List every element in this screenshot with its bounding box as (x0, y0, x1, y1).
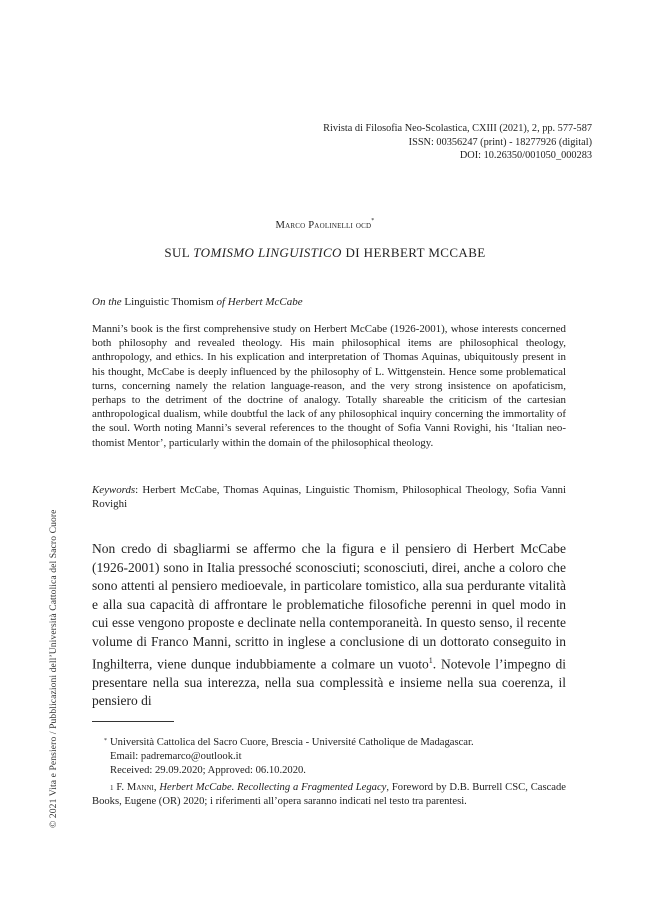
affiliation: Università Cattolica del Sacro Cuore, Brescia - Université Catholique de Madagascar. (110, 737, 474, 748)
body-text-part2: . Notevole l’impegno di presentare nella sua interezza, nella sua complessità e insieme nella sua coerenza, il pensiero di (92, 656, 566, 709)
footnote-reference: 1 (428, 655, 433, 665)
footnote-book-title: Herbert McCabe. Recollecting a Fragmented Legacy (159, 782, 387, 793)
journal-citation: Rivista di Filosofia Neo-Scolastica, CXIII (2021), 2, pp. 577-587 (323, 123, 592, 134)
article-title (0, 245, 650, 261)
doi: DOI: 10.26350/001050_000283 (459, 150, 592, 162)
keywords-list: : Herbert McCabe, Thomas Aquinas, Linguistic Thomism, Philosophical Theology, Sofia Vanni Rovighi (92, 484, 566, 511)
author-name: Marco Paolinelli ocd (275, 220, 372, 231)
body-text-part1: Non credo di sbagliarmi se affermo che la figura e il pensiero di Herbert McCabe (1926-2001) sono in Italia pressoché sconosciuti; sconosciuti, direi, anche a coloro che sono attenti al pensiero medioevale, in particolare tomistico, alla sua perdurante vitalità e alla sua capacità di affrontare le problematiche filosofiche perenni in quel modo in cui esse vengono proposte e declinate nella contemporaneità. In questo senso, il recente volume di Franco Manni, scritto in inglese a conclusione di un dottorato conseguito in Inghilterra, viene dunque indubbiamente a colmare un vuoto (92, 541, 566, 672)
keywords (92, 483, 566, 511)
journal-header (252, 122, 592, 163)
keywords-label: Keywords (92, 484, 136, 496)
abstract-text: Manni’s book is the first comprehensive study on Herbert McCabe (1926-2001), whose interests concerned both philosophy and revealed theology. His main philosophical items are philosophical theology, anthropology, and ethics. In his explication and interpretation of Thomas Aquinas, ubiquitously present in his thought, McCabe is deeply influenced by the philosophy of L. Wittgenstein. Hence some problematical turns, concerning namely the relation language-reason, and the very strong insistence on apofaticism, perhaps to the detriment of the doctrine of analogy. Totally shareable the criticism of the cartesian anthropological dualism, while doubtful the lack of any philosophical inquiry concerning the immortality of the soul. Worth noting Manni’s several references to the thought of Sofia Vanni Rovighi, his ‘Italian neo-thomist Mentor’, particularly within the domain of the philosophical theology. (92, 323, 566, 449)
abstract-title (92, 296, 572, 308)
issn: ISSN: 00356247 (print) - 18277926 (digital) (408, 136, 592, 148)
title-prefix: SUL (164, 245, 190, 260)
body-paragraph (92, 540, 566, 711)
received-dates: Received: 29.09.2020; Approved: 06.10.2020. (110, 765, 306, 776)
footnote-affiliation (104, 736, 570, 778)
abstract-title-part1: On the (92, 296, 122, 308)
author-line (0, 220, 650, 231)
abstract-title-part3: of Herbert McCabe (216, 296, 303, 308)
footnote-star: * (104, 738, 107, 744)
author-email: Email: padremarco@outlook.it (110, 751, 242, 762)
title-suffix: DI HERBERT MCCABE (345, 245, 486, 260)
footnote-details: , Foreword by D.B. Burrell CSC, Cascade Books, Eugene (OR) 2020; i riferimenti all’opera saranno indicati nel testo tra parentesi. (92, 782, 566, 807)
footnote-number: 1 (110, 784, 114, 792)
footnote-divider (92, 721, 174, 722)
abstract-title-part2: Linguistic Thomism (124, 296, 214, 308)
copyright-sidebar: © 2021 Vita e Pensiero / Pubblicazioni dell’Università Cattolica del Sacro Cuore (48, 509, 59, 828)
footnote-1: $^1$ F. Manni, Herbert McCabe. Recollecting a Fragmented Legacy, Foreword by D.B. Burrell CSC, Cascade Books, Eugene (OR) 2020; i riferimenti all’opera saranno indicati nel testo tra parentesi. (92, 782, 566, 807)
footnote-author: F. Manni (116, 782, 154, 793)
author-footnote-mark: * (371, 218, 375, 224)
title-italic: TOMISMO LINGUISTICO (193, 245, 342, 260)
